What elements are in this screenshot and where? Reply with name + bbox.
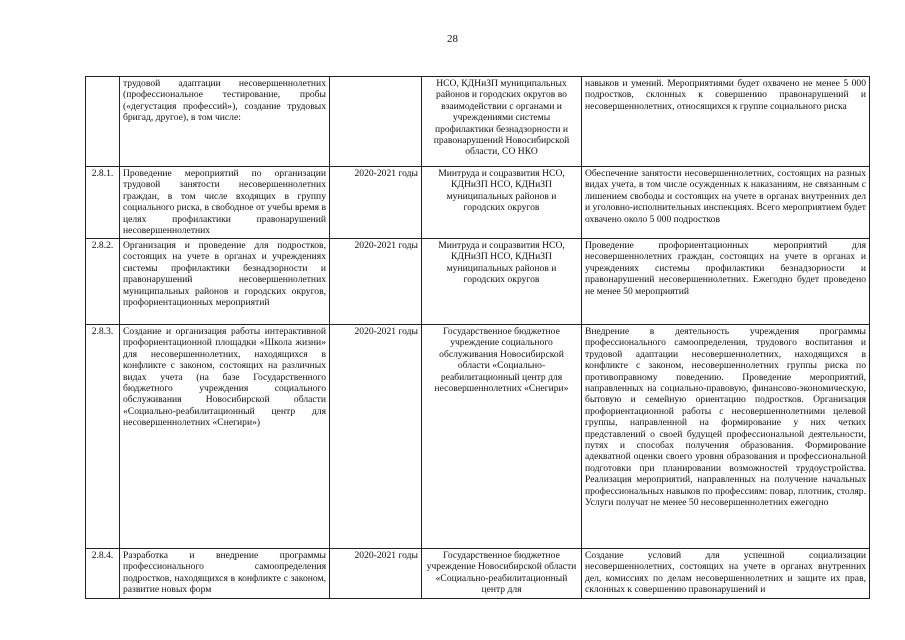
activity-executor: Государственное бюджетное учреждение социального обслуживания Новосибирской области «Социально-реабилитационный центр для несовершеннолетних «Снегири» (422, 325, 582, 549)
activity-term: 2020-2021 годы (330, 239, 422, 325)
activity-result: Создание условий для успешной социализации несовершеннолетних, состоящих на учете в органах внутренних дел, комиссиях по делам несовершеннолетних и защите их прав, склонных к совершению правонарушений и (582, 549, 870, 599)
activity-description: Разработка и внедрение программы профессионального самоопределения подростков, находящихся в конфликте с законом, развитие новых форм (120, 549, 330, 599)
table-row (86, 77, 870, 167)
activity-description: трудовой адаптации несовершеннолетних (профессиональное тестирование, пробы («дегустация профессий»), создание трудовых бригад, другое), в том числе: (120, 77, 330, 167)
activity-executor: Минтруда и соцразвития НСО, КДНиЗП НСО, КДНиЗП муниципальных районов и городских округов (422, 239, 582, 325)
item-number: 2.8.1. (86, 167, 120, 239)
page-number: 28 (447, 33, 458, 45)
activity-result: Обеспечение занятости несовершеннолетних, состоящих на разных видах учета, в том числе осужденных к наказаниям, не связанным с лишением свободы и состоящих на учете в органах внутренних дел и уголовно-исполнительных инспекциях. Всего мероприятием будет охвачено около 5 000 подростков (582, 167, 870, 239)
activity-result: Проведение профориентационных мероприятий для несовершеннолетних граждан, состоящих на учете в органах и учреждениях системы профилактики безнадзорности и правонарушений несовершеннолетних. Ежегодно будет проведено не менее 50 мероприятий (582, 239, 870, 325)
item-number: 2.8.2. (86, 239, 120, 325)
activity-term: 2020-2021 годы (330, 325, 422, 549)
activity-description: Проведение мероприятий по организации трудовой занятости несовершеннолетних граждан, в том числе входящих в группу социального риска, в свободное от учебы время в целях профилактики правонарушений несовершеннолетних (120, 167, 330, 239)
table-row (86, 549, 870, 599)
activity-term: 2020-2021 годы (330, 167, 422, 239)
activity-executor: Государственное бюджетное учреждение Новосибирской области «Социально-реабилитационный центр для (422, 549, 582, 599)
table-row (86, 167, 870, 239)
program-activities-table (85, 76, 870, 599)
activity-executor: Минтруда и соцразвития НСО, КДНиЗП НСО, КДНиЗП муниципальных районов и городских округов (422, 167, 582, 239)
activity-description: Организация и проведение для подростков, состоящих на учете в органах и учреждениях системы профилактики безнадзорности и правонарушений несовершеннолетних муниципальных районов и городских округов, профориентационных мероприятий (120, 239, 330, 325)
activity-term: 2020-2021 годы (330, 549, 422, 599)
table-row (86, 325, 870, 549)
activity-executor: НСО, КДНиЗП муниципальных районов и городских округов во взаимодействии с органами и учреждениями системы профилактики безнадзорности и правонарушений Новосибирской области, СО НКО (422, 77, 582, 167)
item-number: 2.8.4. (86, 549, 120, 599)
activity-term (330, 77, 422, 167)
activity-result: Внедрение в деятельность учреждения программы профессионального самоопределения, трудового воспитания и трудовой адаптации несовершеннолетних, находящихся в конфликте с законом, несовершеннолетних группы риска по противоправному поведению. Проведение мероприятий, направленных на социально-правовую, финансово-экономическую, бытовую и семейную ориентацию подростков. Организация профориентационной работы с несовершеннолетними целевой группы, направленной на формирование у них четких представлений о своей будущей профессиональной деятельности, путях и способах получения образования. Формирование адекватной оценки своего уровня образования и профессиональной подготовки при планировании возможностей трудоустройства. Реализация мероприятий, направленных на получение начальных профессиональных навыков по профессиям: повар, плотник, столяр. Услуги получат не менее 50 несовершеннолетних ежегодно (582, 325, 870, 549)
item-number (86, 77, 120, 167)
activity-description: Создание и организация работы интерактивной профориентационной площадки «Школа жизни» для несовершеннолетних, находящихся в конфликте с законом, состоящих на различных видах учета (на базе Государственного бюджетного учреждения социального обслуживания Новосибирской области «Социально-реабилитационный центр для несовершеннолетних «Снегири») (120, 325, 330, 549)
activity-result: навыков и умений. Мероприятиями будет охвачено не менее 5 000 подростков, склонных к совершению правонарушений и несовершеннолетних, относящихся к группе социального риска (582, 77, 870, 167)
table-row (86, 239, 870, 325)
item-number: 2.8.3. (86, 325, 120, 549)
